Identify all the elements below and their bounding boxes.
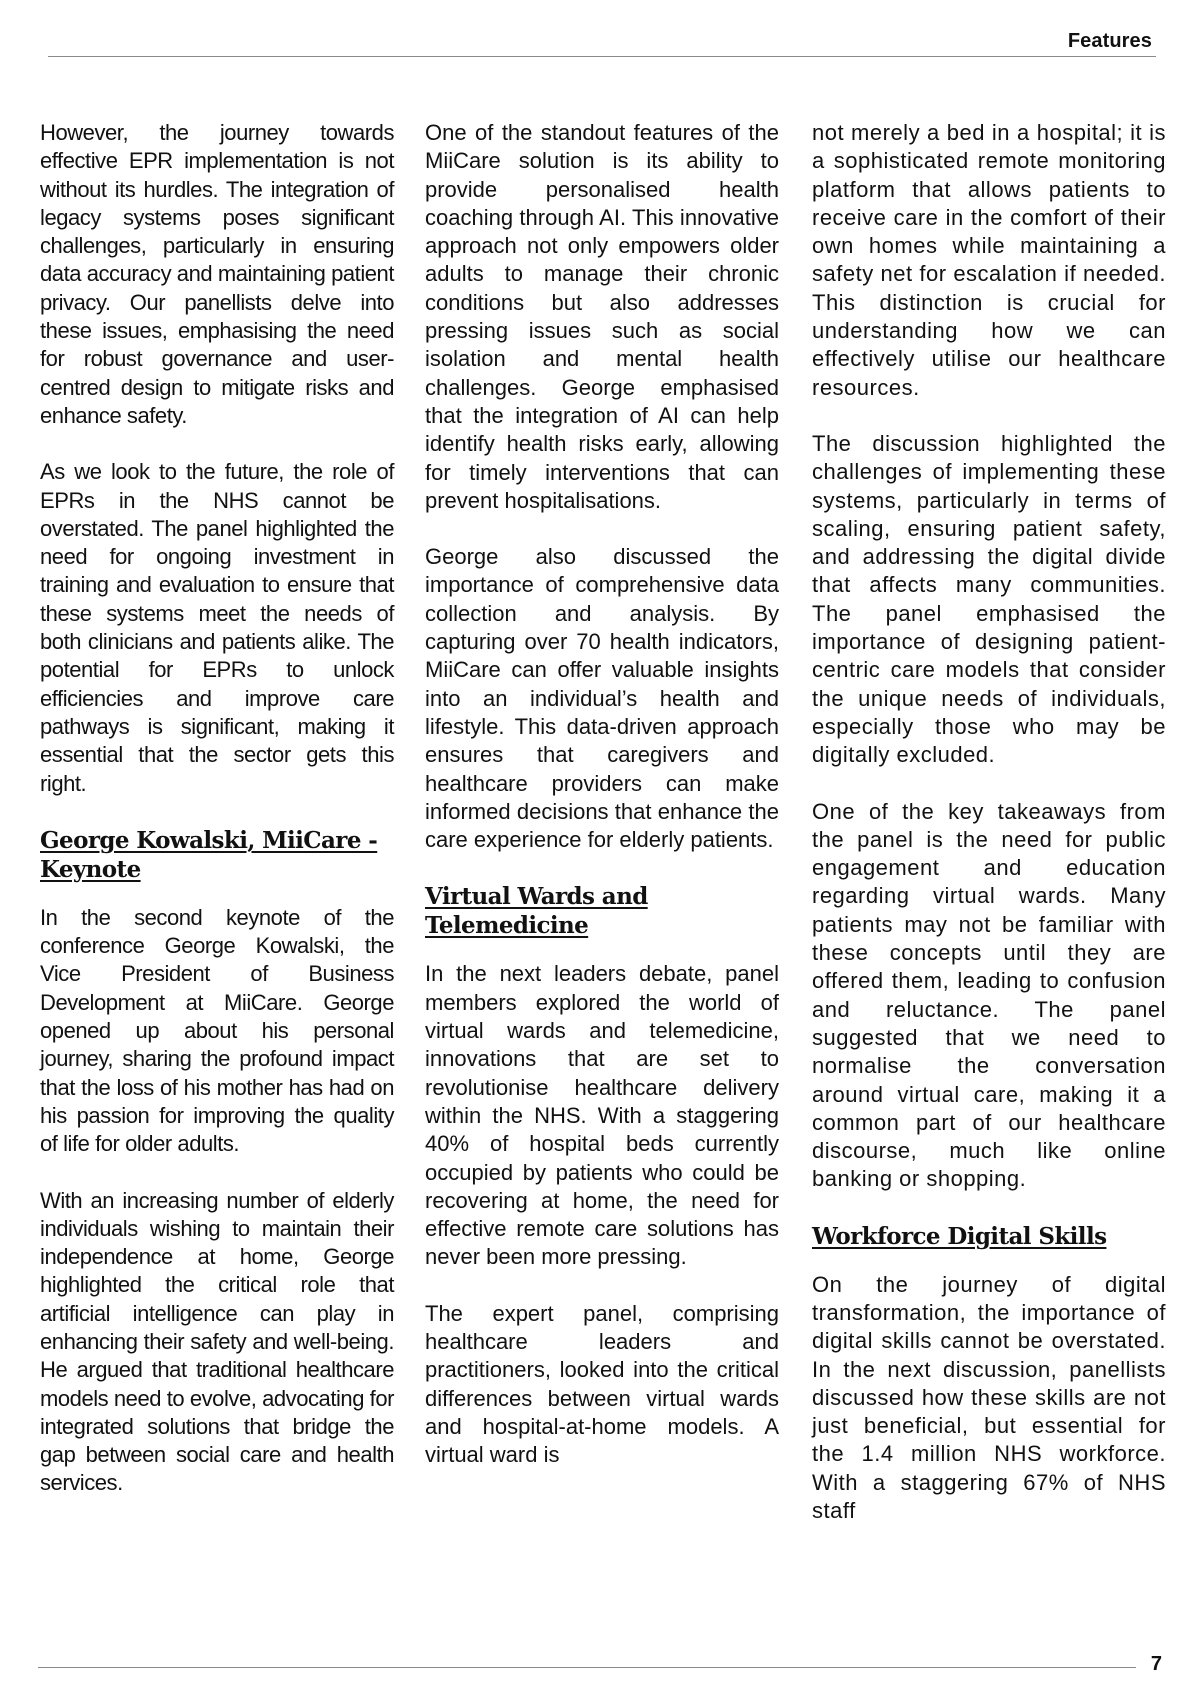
section-heading-george-kowalski: George Kowalski, MiiCare - Keynote	[40, 826, 378, 883]
article-column-1	[40, 119, 394, 1526]
paragraph: The expert panel, comprising healthcare leaders and practitioners, looked into the critical differences between virtual wards and hospital-at-home models. A virtual ward is	[425, 1300, 779, 1468]
header-divider	[48, 56, 1156, 57]
paragraph: In the second keynote of the conference George Kowalski, the Vice President of Business Development at MiiCare. George opened up about his personal journey, sharing the profound impact that the loss of his mother has had on his passion for improving the quality of life for older adults.	[40, 904, 394, 1157]
paragraph: One of the key takeaways from the panel is the need for public engagement and education regarding virtual wards. Many patients may not be familiar with these concepts until they are offered them, leading to confusion and reluctance. The panel suggested that we need to normalise the conversation around virtual care, making it a common part of our healthcare discourse, much like online banking or shopping.	[812, 798, 1166, 1192]
paragraph: With an increasing number of elderly individuals wishing to maintain their independence at home, George highlighted the critical role that artificial intelligence can play in enhancing their safety and well-being. He argued that traditional healthcare models need to evolve, advocating for integrated solutions that bridge the gap between social care and health services.	[40, 1187, 394, 1496]
paragraph: One of the standout features of the MiiCare solution is its ability to provide personalised health coaching through AI. This innovative approach not only empowers older adults to manage their chronic conditions but also addresses pressing issues such as social isolation and mental health challenges. George emphasised that the integration of AI can help identify health risks early, allowing for timely interventions that can prevent hospitalisations.	[425, 120, 779, 513]
paragraph: On the journey of digital transformation, the importance of digital skills cannot be overstated. In the next discussion, panellists discussed how these skills are not just beneficial, but essential for the 1.4 million NHS workforce. With a staggering 67% of NHS staff	[812, 1271, 1166, 1524]
article-column-2	[425, 119, 779, 1497]
footer-divider	[38, 1667, 1136, 1668]
paragraph: However, the journey towards effective EPR implementation is not without its hurdles. The integration of legacy systems poses significant challenges, particularly in ensuring data accuracy and maintaining patient privacy. Our panellists delve into these issues, emphasising the need for robust governance and user-centred design to mitigate risks and enhance safety.	[40, 120, 394, 428]
paragraph: In the next leaders debate, panel members explored the world of virtual wards and telemedicine, innovations that are set to revolutionise healthcare delivery within the NHS. With a staggering 40% of hospital beds currently occupied by patients who could be recovering at home, the need for effective remote care solutions has never been more pressing.	[425, 961, 779, 1270]
running-head: Features	[1067, 30, 1152, 52]
section-heading-workforce-digital-skills: Workforce Digital Skills	[812, 1222, 1107, 1250]
article-column-3	[812, 119, 1166, 1553]
paragraph: not merely a bed in a hospital; it is a sophisticated remote monitoring platform that allows patients to receive care in the comfort of their own homes while maintaining a safety net for escalation if needed. This distinction is crucial for understanding how we can effectively utilise our healthcare resources.	[812, 120, 1166, 400]
paragraph: George also discussed the importance of comprehensive data collection and analysis. By capturing over 70 health indicators, MiiCare can offer valuable insights into an individual’s health and lifestyle. This data-driven approach ensures that caregivers and healthcare providers can make informed decisions that enhance the care experience for elderly patients.	[425, 544, 779, 853]
section-heading-virtual-wards: Virtual Wards and Telemedicine	[425, 883, 648, 940]
paragraph: The discussion highlighted the challenges of implementing these systems, particularly in terms of scaling, ensuring patient safety, and addressing the digital divide that affects many communities. The panel emphasised the importance of designing patient-centric care models that consider the unique needs of individuals, especially those who may be digitally excluded.	[812, 430, 1166, 768]
page-number: 7	[1150, 1653, 1162, 1675]
paragraph: As we look to the future, the role of EPRs in the NHS cannot be overstated. The panel highlighted the need for ongoing investment in training and evaluation to ensure that these systems meet the needs of both clinicians and patients alike. The potential for EPRs to unlock efficiencies and improve care pathways is significant, making it essential that the sector gets this right.	[40, 459, 394, 796]
